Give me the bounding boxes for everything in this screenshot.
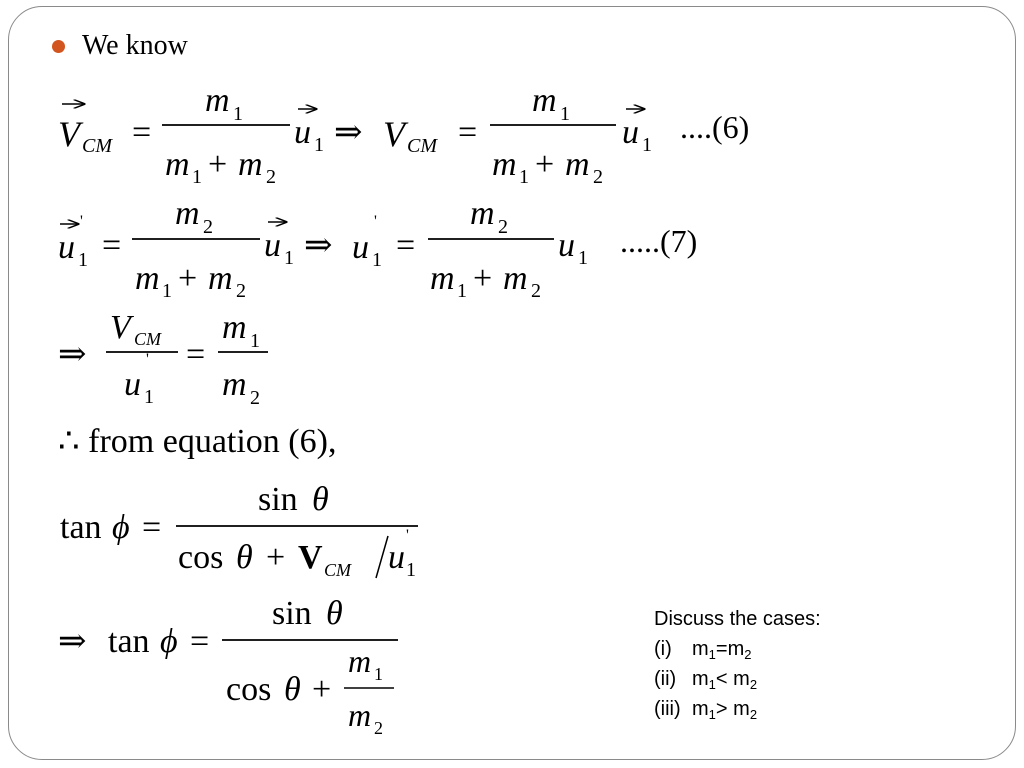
svg-text:2: 2 [203, 216, 213, 238]
discuss-heading: Discuss the cases: [654, 608, 821, 630]
equation-tan-2 [58, 595, 398, 738]
svg-text:V: V [58, 114, 80, 154]
svg-text:=: = [142, 509, 162, 546]
svg-text:=: = [396, 227, 416, 264]
svg-text:⇒: ⇒ [334, 114, 363, 151]
svg-text:sin: sin [258, 481, 298, 518]
svg-text:tan: tan [108, 623, 150, 660]
svg-text:=: = [458, 114, 478, 151]
svg-text:1: 1 [374, 664, 383, 684]
svg-text:u: u [124, 366, 141, 403]
svg-text:m: m [205, 82, 230, 119]
svg-text:CM: CM [134, 329, 161, 349]
svg-text:=: = [102, 227, 122, 264]
svg-text:m: m [470, 195, 495, 232]
svg-text:2: 2 [498, 216, 508, 238]
svg-text:u: u [294, 114, 311, 151]
svg-text:tan: tan [60, 509, 102, 546]
svg-text:1: 1 [144, 386, 154, 408]
svg-text:sin: sin [272, 595, 312, 632]
svg-text:V: V [298, 539, 323, 576]
svg-text:m: m [222, 309, 247, 346]
svg-text:CM: CM [82, 135, 112, 157]
case-item: (i) $m_1=m_2$ [654, 638, 752, 662]
svg-text:CM: CM [407, 135, 437, 157]
svg-text:ϕ: ϕ [160, 623, 178, 660]
svg-text:1: 1 [560, 103, 570, 125]
svg-text:2: 2 [374, 718, 383, 738]
svg-text:⇒: ⇒ [58, 623, 87, 660]
svg-text:1: 1 [233, 103, 243, 125]
svg-text:m: m [222, 366, 247, 403]
svg-text:m: m [238, 146, 263, 183]
svg-text:1: 1 [519, 166, 529, 188]
svg-text:m: m [492, 146, 517, 183]
svg-text:2: 2 [531, 280, 541, 302]
svg-text:1: 1 [406, 559, 416, 581]
equation-tan-1 [60, 481, 418, 581]
svg-text:cos: cos [178, 539, 224, 576]
discuss-cases [654, 604, 821, 724]
svg-text:=: = [186, 336, 206, 373]
svg-text:': ' [146, 351, 149, 368]
svg-text:1: 1 [457, 280, 467, 302]
equation-ratio [58, 309, 268, 409]
svg-text:m: m [165, 146, 190, 183]
svg-text:+: + [178, 260, 198, 297]
svg-text:m: m [430, 260, 455, 297]
svg-text:2: 2 [250, 387, 260, 409]
svg-text:u: u [264, 227, 281, 264]
svg-text:1: 1 [284, 247, 294, 269]
svg-text:ϕ: ϕ [112, 509, 130, 546]
svg-text:m: m [503, 260, 528, 297]
svg-text:1: 1 [578, 247, 588, 269]
svg-text:m: m [565, 146, 590, 183]
svg-text:1: 1 [250, 330, 260, 352]
svg-text:u: u [558, 227, 575, 264]
svg-text:': ' [80, 213, 83, 230]
svg-text:+: + [312, 671, 332, 708]
svg-text:m: m [135, 260, 160, 297]
equation-7 [58, 195, 697, 302]
svg-text:u: u [388, 539, 405, 576]
svg-text:+: + [208, 146, 228, 183]
svg-text:': ' [374, 213, 377, 230]
svg-text:CM: CM [324, 560, 351, 580]
svg-text:m: m [348, 697, 372, 733]
svg-text:V: V [383, 114, 405, 154]
svg-text:+: + [535, 146, 555, 183]
svg-text:=: = [190, 623, 210, 660]
svg-text:u: u [352, 229, 369, 266]
svg-text:1: 1 [314, 134, 324, 156]
case-item: (iii) $m_1> m_2$ [654, 698, 758, 722]
svg-text:': ' [406, 527, 409, 544]
svg-text:θ: θ [284, 671, 301, 708]
equation-6 [58, 82, 749, 188]
svg-text:m: m [175, 195, 200, 232]
bullet-text: We know [82, 30, 188, 61]
svg-text:⇒: ⇒ [304, 227, 333, 264]
svg-text:1: 1 [78, 249, 88, 271]
svg-text:1: 1 [372, 249, 382, 271]
svg-text:θ: θ [326, 595, 343, 632]
equation-6-number: ....(6) [680, 109, 750, 145]
svg-text:θ: θ [236, 539, 253, 576]
svg-text:u: u [58, 229, 75, 266]
equation-7-number: .....(7) [620, 223, 698, 259]
svg-text:m: m [348, 643, 372, 679]
svg-text:θ: θ [312, 481, 329, 518]
svg-text:1: 1 [642, 134, 652, 156]
svg-text:2: 2 [593, 166, 603, 188]
svg-text:=: = [132, 114, 152, 151]
therefore-line: ∴ from equation (6), [58, 423, 337, 460]
svg-text:cos: cos [226, 671, 272, 708]
svg-text:2: 2 [266, 166, 276, 188]
svg-text:1: 1 [162, 280, 172, 302]
svg-text:m: m [208, 260, 233, 297]
svg-text:m: m [532, 82, 557, 119]
svg-text:+: + [266, 539, 286, 576]
svg-text:V: V [110, 309, 131, 346]
svg-text:⇒: ⇒ [58, 336, 87, 373]
svg-text:u: u [622, 114, 639, 151]
svg-text:2: 2 [236, 280, 246, 302]
case-item: (ii) $m_1< m_2$ [654, 668, 758, 692]
svg-text:1: 1 [192, 166, 202, 188]
svg-text:+: + [473, 260, 493, 297]
